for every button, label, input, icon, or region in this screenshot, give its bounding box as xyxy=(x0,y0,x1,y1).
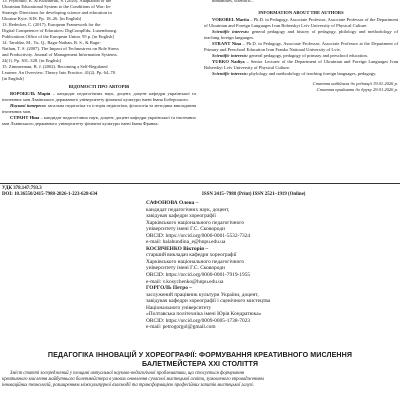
author-detail-line: університету імені Г.С. Сковороди xyxy=(146,226,225,233)
author-detail-line: e-mail: v.kosychenko@hnpu.edu.ua xyxy=(146,278,224,285)
author-description: – кандидат педагогічних наук, доцент, доцент кафедри української та іноземних мов Львівського державного університету фізичної культури імені Івана Боберського. xyxy=(2,91,196,102)
issn: ISSN 2415–7988 (Print) ISSN 2521–1919 (Online) xyxy=(202,192,306,197)
interests-label: Наукові інтереси: xyxy=(10,103,47,108)
interests-text: general pedagogy, pedagogy of primary and preschool education. xyxy=(248,53,368,58)
intro-tail: humanities, scientific... xyxy=(212,0,255,3)
author-detail-line: завідувач кафедри хореографії xyxy=(146,213,216,220)
interests-label: Scientific interests: xyxy=(212,53,248,58)
reference-line: Ukraine Kyiv: KIS. Pp. 18–26. [in English] xyxy=(2,16,82,21)
udk-code: УДК 378.147:793.3 xyxy=(2,186,42,191)
reference-line: 13. Pryhodko, K. & Kushniruk, S. (2020). Adaptation of the xyxy=(2,0,112,3)
reference-list xyxy=(2,0,196,82)
article-title-line: ПЕДАГОГІКА ІННОВАЦІЙ У ХОРЕОГРАФІЇ: ФОРМУВАННЯ КРЕАТИВНОГО МИСЛЕННЯ xyxy=(47,351,353,359)
author-info-yurko-en xyxy=(204,59,398,71)
author-detail-line: завідувач кафедри хореографії і сценічного мистецтва xyxy=(146,298,271,305)
author-detail-line: Національного університету xyxy=(146,304,212,311)
author-name-line: САФОНОВА Олена – xyxy=(146,200,199,206)
authors-block xyxy=(146,200,396,331)
reference-line: Nathan, T. S. (2007). The Impact of Technostress on Role Stress xyxy=(2,46,119,51)
accepted-date: Стаття прийнята до друку 29.01.2026 р. xyxy=(316,87,398,92)
reference-line: [in English] xyxy=(2,76,24,81)
author-detail-line: заслужений працівник культури України, доцент, xyxy=(146,291,259,298)
interests-label: Scientific interests: xyxy=(212,71,248,76)
authors-info-heading-en: INFORMATION ABOUT THE AUTHORS xyxy=(258,10,344,15)
right-column xyxy=(204,0,398,93)
reference-line: and Productivity. Journal of Management Information Systems. xyxy=(2,52,118,57)
reference-line: 13. Redecker, C. (2017). European Framework for the xyxy=(2,22,101,27)
article-title xyxy=(0,351,400,368)
reference-line: Publications Office of the European Union. 95 p. [in English] xyxy=(2,34,114,39)
author-name: STRANT Nina xyxy=(212,41,242,46)
author-detail-line: університету імені Г.С. Сковороди xyxy=(146,265,225,272)
author-name: ВОРОБЕЛЬ Марія xyxy=(10,91,51,96)
author-info-strant-uk xyxy=(2,115,196,127)
author-info-vorobel-uk xyxy=(2,91,196,103)
interests-text: general pedagogy and history of pedagogy, philology and methodology of teaching foreign languages. xyxy=(204,29,398,40)
author-detail-line: ORCID: https://orcid.org/0009-0005-1738-7023 xyxy=(146,317,251,324)
doi-issn-line xyxy=(2,192,398,197)
authors-info-heading-uk: ВІДОМОСТІ ПРО АВТОРІВ xyxy=(68,84,130,89)
author-info-vorobel-en xyxy=(204,17,398,29)
author-description: – Ph.D. in Pedagogy, Associate Professor, Associate Professor of the Department of Ukrainian and Foreign Languages Ivan Boberskyi Lviv University of Physical Culture. xyxy=(204,17,398,28)
abstract-line: інноваційних технологій, розширенням міжкультурної взаємодії та трансформацією професійних запитів мистецької галузі. xyxy=(2,383,254,389)
reference-line: 14. Tarafdar, M., Tu, Q., Ragu-Nathan, B. S., & Ragu- xyxy=(2,40,101,45)
author-name: VOROBEL Mariia xyxy=(212,17,249,22)
author-name: СТРАНТ Ніна xyxy=(10,115,40,120)
author-name: YURKO Nadiya xyxy=(212,59,245,64)
interests-text: phylology and methodology of teaching foreign languages, pedagogy. xyxy=(248,71,377,76)
reference-line: Learner: An Overview. Theory Into Practice. 41(2). Pp. 64–70. xyxy=(2,70,117,75)
author-name-line: КОСИЧЕНКО Вікторія – xyxy=(146,245,209,252)
author-detail-line: старший викладач кафедри хореографії xyxy=(146,252,237,259)
left-column xyxy=(2,0,196,127)
author-description: – кандидат педагогічних наук, доцент, доцент кафедри української та іноземних мов Львівського державного університету фізичної культури імені Івана Франка. xyxy=(2,115,196,126)
previous-article-end xyxy=(0,0,400,168)
reference-line: Strategic Directions for developing science and education in xyxy=(2,10,112,15)
interests-label: Scientific interests: xyxy=(212,29,250,34)
author-detail-line: e-mail: petrogorgol@gmail.com xyxy=(146,324,216,331)
reference-line: Digital Competence of Educators: DigCompEdu. Luxembourg. xyxy=(2,28,118,33)
author-detail-line: ORCID: https://orcid.org/0000-0001-5532-7324 xyxy=(146,232,251,239)
author-detail-line: Харківського національного педагогічного xyxy=(146,258,245,265)
reference-line: Ukrainian Educational System to the Conditions of War: In- xyxy=(2,4,112,9)
author-detail-line: кандидат педагогічних наук, доцент, xyxy=(146,206,230,213)
author-description: – Ph.D. in Pedagogy, Associate Professor, Associate Professor at the Department of Primary and Preschool Education Ivan Franko National University of Lviv. xyxy=(204,41,398,52)
abstract xyxy=(2,371,398,390)
author-detail-line: ORCID: https://orcid.org/0000-0001-7919-1955 xyxy=(146,272,251,279)
author-interests-vorobel-en xyxy=(204,29,398,41)
doi: DOI: 10.36550/2415-7988-2026-1-223-628-634 xyxy=(2,192,98,197)
section-divider xyxy=(0,183,400,184)
author-detail-line: «Полтавська політехніка імені Юрія Кондратюка» xyxy=(146,311,262,318)
author-detail-line: e-mail: halabundina_e@hnpu.edu.ua xyxy=(146,239,226,246)
author-description: – Senior Lecturer of the Department of Ukrainian and Foreign Languages Ivan Boberskyi Lviv University of Physical Culture. xyxy=(204,59,398,70)
author-interests-yurko-en xyxy=(204,71,398,77)
author-name-line: ГОРГОЛЬ Петро – xyxy=(146,285,192,292)
author-info-strant-en xyxy=(204,41,398,53)
interests-text: загальна педагогіка та історія педагогіки, філологія та методика викладання іноземних мов. xyxy=(2,103,196,114)
abstract-line: Зміст статті зосереджений у площині актуальної науково-педагогічної проблематики, що стосується формування xyxy=(10,371,244,376)
article-title-line: БАЛЕТМЕЙСТЕРА XXI СТОЛІТТЯ xyxy=(141,359,259,368)
author-interests-vorobel-uk xyxy=(2,103,196,115)
author-detail-line: Харківського національного педагогічного xyxy=(146,219,245,226)
received-date: Стаття надійшла до редакції 19.01.2026 р. xyxy=(312,81,398,86)
reference-line: 24(1). Pp. 301–328. [in English] xyxy=(2,58,61,63)
reference-line: 15. Zimmerman, B. J. (2002). Becoming a Self-Regulated xyxy=(2,64,108,69)
abstract-line: креативного мислення майбутнього балетмейстера в умовах оновлення сучасної мистецької освіти, зумовленого впровадженням xyxy=(2,377,264,383)
